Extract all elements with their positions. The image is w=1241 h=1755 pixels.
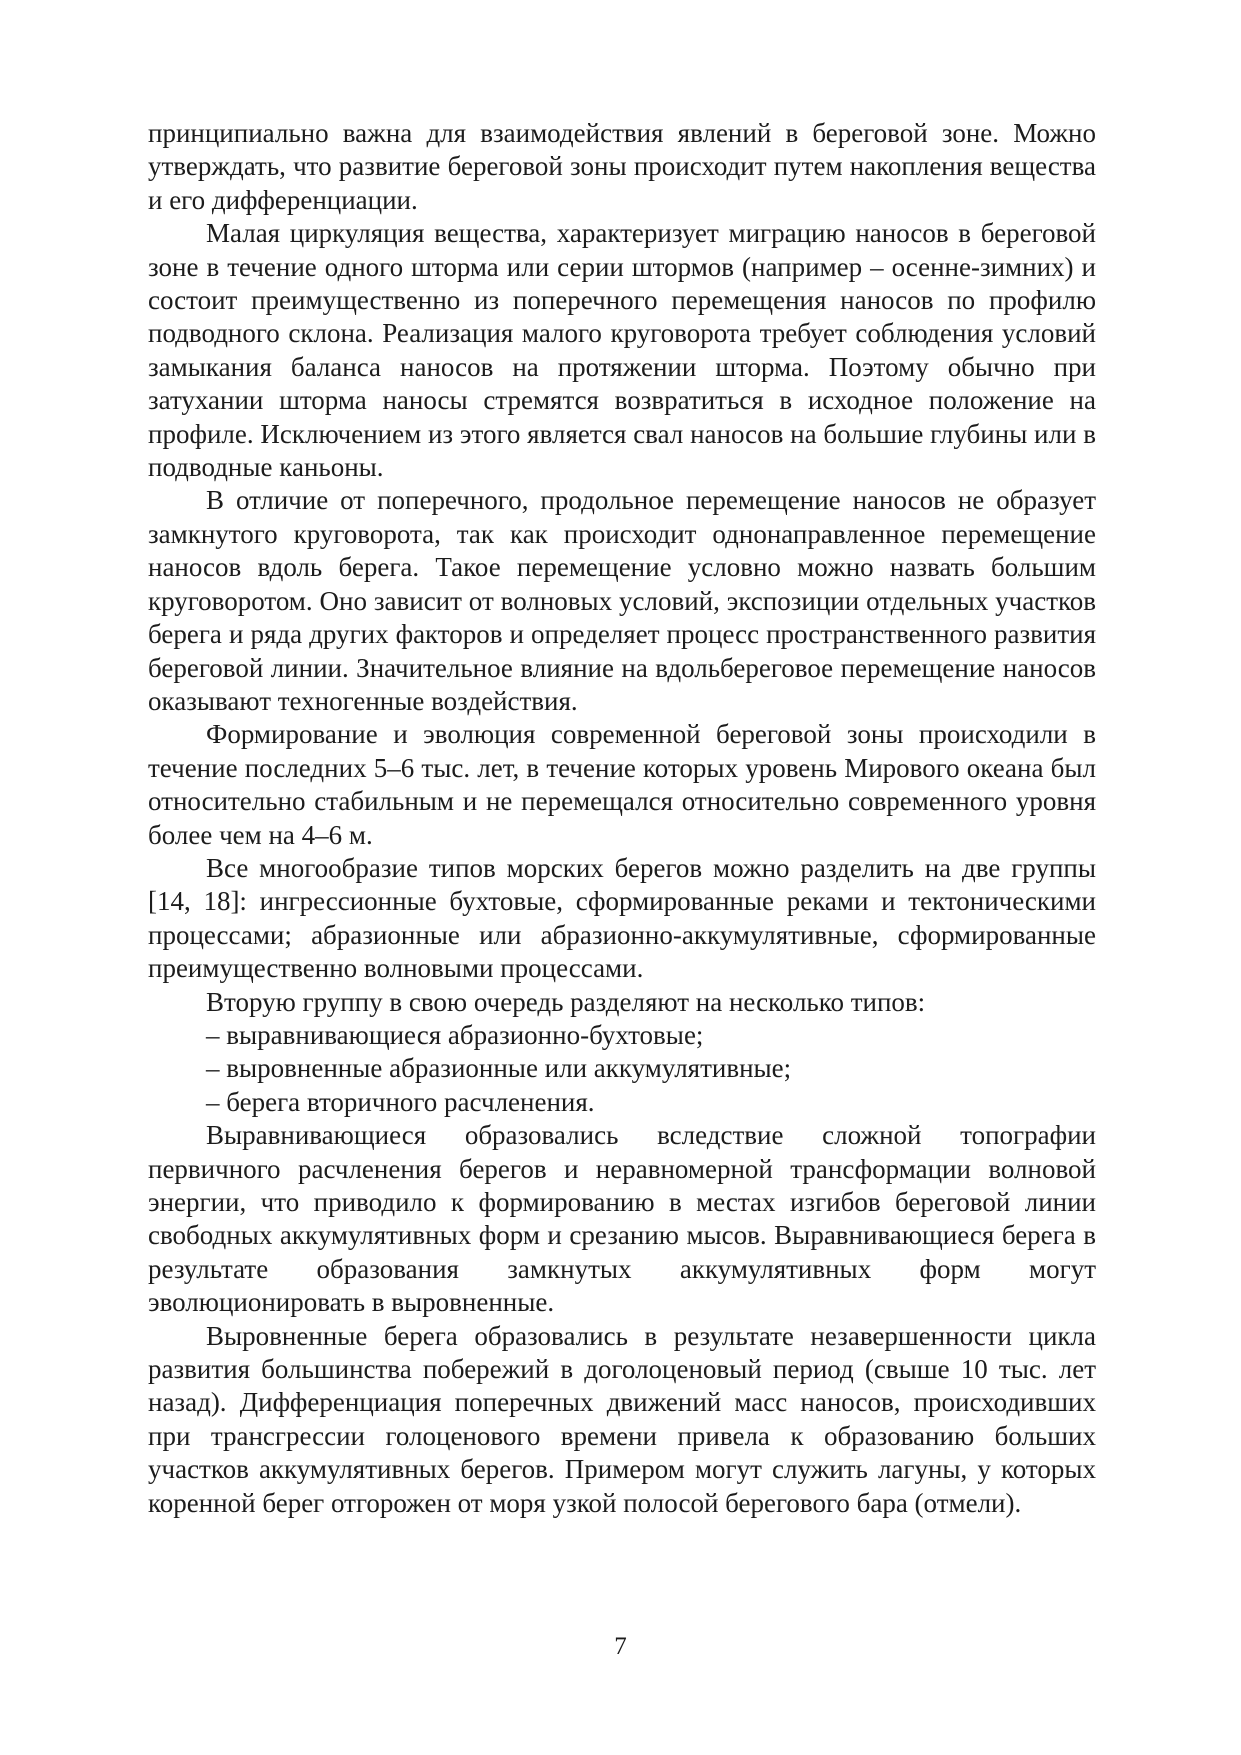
paragraph-second-group-intro: Вторую группу в свою очередь разделяют на несколько типов: <box>206 986 926 1017</box>
list-item: – выравнивающиеся абразионно-бухтовые; <box>206 1019 704 1050</box>
paragraph-continuation: принципиально важна для взаимодействия явлений в береговой зоне. Можно утверждать, что развитие береговой зоны происходит путем накопления вещества и его дифференциации. <box>148 118 1096 215</box>
paragraph-longitudinal-transport: В отличие от поперечного, продольное перемещение наносов не образует замкнутого круговорота, так как происходит однонаправленное перемещение наносов вдоль берега. Такое перемещение условно можно назвать большим круговоротом. Оно зависит от волновых условий, экспозиции отдельных участков берега и ряда других факторов и определяет процесс пространственного развития береговой линии. Значительное влияние на вдольбереговое перемещение наносов оказывают техногенные воздействия. <box>148 485 1096 716</box>
body-text <box>148 117 1096 1520</box>
paragraph-leveled-coasts: Выровненные берега образовались в результате незавершенности цикла развития большинства побережий в доголоценовый период (свыше 10 тыс. лет назад). Дифференциация поперечных движений масс наносов, происходивших при трансгрессии голоценового времени привела к образованию больших участков аккумулятивных берегов. Примером могут служить лагуны, у которых коренной берег отгорожен от моря узкой полосой берегового бара (отмели). <box>148 1320 1096 1518</box>
list-item: – берега вторичного расчленения. <box>206 1086 595 1117</box>
paragraph-coastal-evolution: Формирование и эволюция современной береговой зоны происходили в течение последних 5–6 тыс. лет, в течение которых уровень Мирового океана был относительно стабильным и не перемещался относительно современного уровня более чем на 4–6 м. <box>148 719 1096 850</box>
paragraph-coast-types: Все многообразие типов морских берегов можно разделить на две группы [14, 18]: ингрессионные бухтовые, сформированные реками и тектоническими процессами; абразионные или абразионно-аккумулятивные, сформированные преимущественно волновыми процессами. <box>148 852 1096 984</box>
paragraph-leveling-coasts: Выравнивающиеся образовались вследствие сложной топографии первичного расчленения берегов и неравномерной трансформации волновой энергии, что приводило к формированию в местах изгибов береговой линии свободных аккумулятивных форм и срезанию мысов. Выравнивающиеся берега в результате образования замкнутых аккумулятивных форм могут эволюционировать в выровненные. <box>148 1120 1096 1318</box>
page-number: 7 <box>614 1633 627 1660</box>
list-item: – выровненные абразионные или аккумулятивные; <box>206 1053 792 1084</box>
paragraph-small-circulation: Малая циркуляция вещества, характеризует миграцию наносов в береговой зоне в течение одного шторма или серии штормов (например – осенне-зимних) и состоит преимущественно из поперечного перемещения наносов по профилю подводного склона. Реализация малого круговорота требует соблюдения условий замыкания баланса наносов на протяжении шторма. Поэтому обычно при затухании шторма наносы стремятся возвратиться в исходное положение на профиле. Исключением из этого является свал наносов на большие глубины или в подводные каньоны. <box>148 218 1096 483</box>
